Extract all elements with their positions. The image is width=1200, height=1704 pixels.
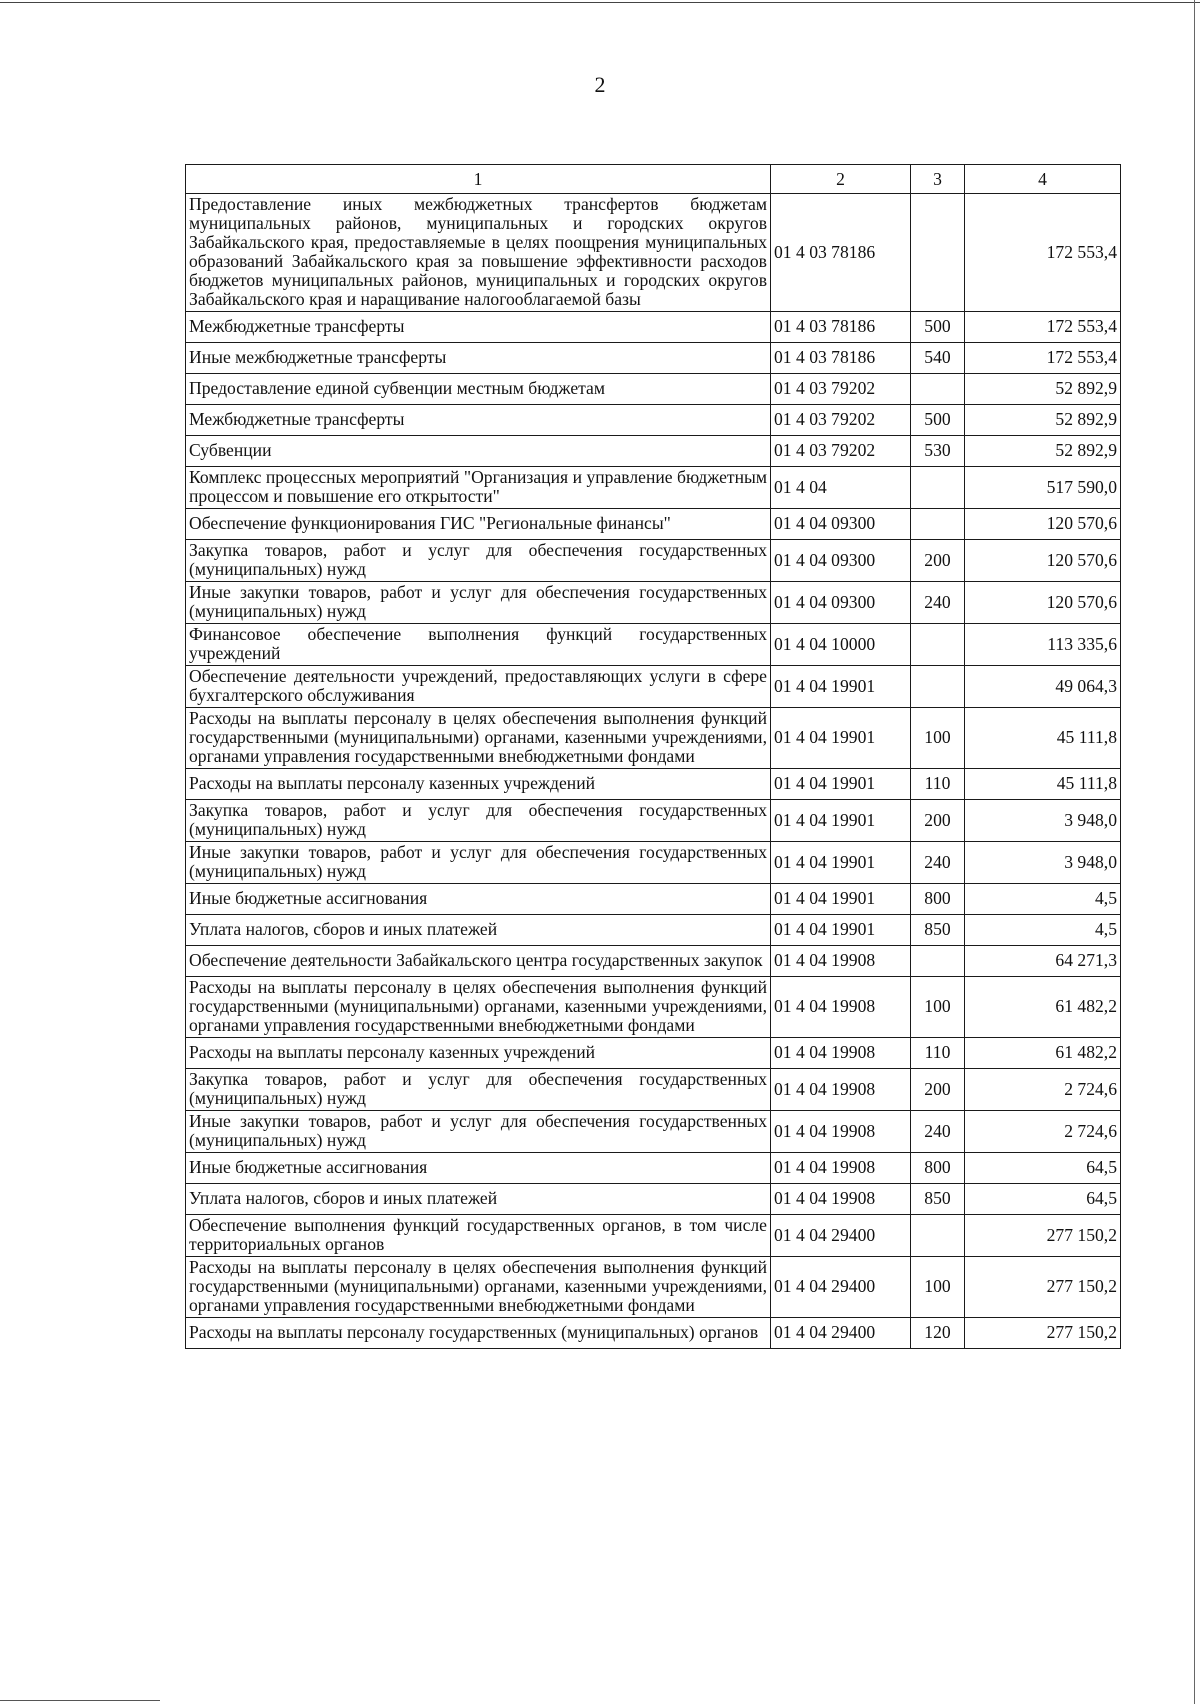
scan-border-right <box>1194 0 1195 1704</box>
row-type-cell: 100 <box>911 708 965 769</box>
row-name-cell: Предоставление единой субвенции местным бюджетам <box>186 374 771 405</box>
row-name-cell: Обеспечение функционирования ГИС "Региональные финансы" <box>186 509 771 540</box>
row-sum-cell: 64,5 <box>965 1184 1121 1215</box>
table-header-row <box>186 165 1121 194</box>
row-code-cell: 01 4 04 19908 <box>771 946 911 977</box>
table-row <box>186 467 1121 509</box>
table-row <box>186 884 1121 915</box>
row-name-cell: Иные закупки товаров, работ и услуг для обеспечения государственных (муниципальных) нужд <box>186 1111 771 1153</box>
row-type-cell: 240 <box>911 582 965 624</box>
table-row <box>186 582 1121 624</box>
row-type-cell: 800 <box>911 1153 965 1184</box>
row-code-cell: 01 4 04 19901 <box>771 666 911 708</box>
row-code-cell: 01 4 03 79202 <box>771 374 911 405</box>
row-sum-cell: 4,5 <box>965 915 1121 946</box>
row-type-cell: 850 <box>911 915 965 946</box>
row-type-cell: 540 <box>911 343 965 374</box>
row-type-cell: 100 <box>911 977 965 1038</box>
scan-border-top <box>0 2 1200 3</box>
table-body <box>186 194 1121 1349</box>
row-sum-cell: 4,5 <box>965 884 1121 915</box>
row-type-cell <box>911 666 965 708</box>
row-name-cell: Обеспечение деятельности Забайкальского центра государственных закупок <box>186 946 771 977</box>
row-type-cell <box>911 509 965 540</box>
row-sum-cell: 120 570,6 <box>965 509 1121 540</box>
row-sum-cell: 49 064,3 <box>965 666 1121 708</box>
table-row <box>186 624 1121 666</box>
row-sum-cell: 61 482,2 <box>965 1038 1121 1069</box>
row-name-cell: Финансовое обеспечение выполнения функций государственных учреждений <box>186 624 771 666</box>
row-code-cell: 01 4 04 19901 <box>771 915 911 946</box>
table-row <box>186 977 1121 1038</box>
row-type-cell: 800 <box>911 884 965 915</box>
table-row <box>186 708 1121 769</box>
table-row <box>186 1318 1121 1349</box>
row-code-cell: 01 4 04 29400 <box>771 1257 911 1318</box>
row-name-cell: Расходы на выплаты персоналу государственных (муниципальных) органов <box>186 1318 771 1349</box>
row-type-cell <box>911 467 965 509</box>
row-code-cell: 01 4 04 19901 <box>771 800 911 842</box>
row-name-cell: Межбюджетные трансферты <box>186 312 771 343</box>
table-row <box>186 1184 1121 1215</box>
row-code-cell: 01 4 03 78186 <box>771 194 911 312</box>
column-header-sum: 4 <box>965 165 1121 194</box>
row-sum-cell: 45 111,8 <box>965 769 1121 800</box>
row-code-cell: 01 4 04 19901 <box>771 708 911 769</box>
table-row <box>186 769 1121 800</box>
row-type-cell <box>911 624 965 666</box>
row-type-cell: 120 <box>911 1318 965 1349</box>
row-sum-cell: 277 150,2 <box>965 1257 1121 1318</box>
row-code-cell: 01 4 04 29400 <box>771 1215 911 1257</box>
row-name-cell: Закупка товаров, работ и услуг для обеспечения государственных (муниципальных) нужд <box>186 1069 771 1111</box>
row-name-cell: Предоставление иных межбюджетных трансфертов бюджетам муниципальных районов, муниципальных и городских округов Забайкальского края, предоставляемые в целях поощрения муниципальных образований Забайкальского края за повышение эффективности расходов бюджетов муниципальных районов, муниципальных и городских округов Забайкальского края и наращивание налогооблагаемой базы <box>186 194 771 312</box>
row-sum-cell: 120 570,6 <box>965 582 1121 624</box>
row-type-cell: 110 <box>911 769 965 800</box>
row-sum-cell: 172 553,4 <box>965 312 1121 343</box>
table-row <box>186 946 1121 977</box>
row-name-cell: Иные бюджетные ассигнования <box>186 1153 771 1184</box>
row-name-cell: Уплата налогов, сборов и иных платежей <box>186 1184 771 1215</box>
table-row <box>186 194 1121 312</box>
row-type-cell: 200 <box>911 800 965 842</box>
table-row <box>186 405 1121 436</box>
row-name-cell: Иные бюджетные ассигнования <box>186 884 771 915</box>
table-row <box>186 436 1121 467</box>
row-code-cell: 01 4 04 10000 <box>771 624 911 666</box>
row-name-cell: Субвенции <box>186 436 771 467</box>
table-row <box>186 842 1121 884</box>
column-header-type: 3 <box>911 165 965 194</box>
table-row <box>186 800 1121 842</box>
row-type-cell: 200 <box>911 1069 965 1111</box>
table-row <box>186 1038 1121 1069</box>
scan-border-bottom <box>0 1700 160 1701</box>
row-sum-cell: 45 111,8 <box>965 708 1121 769</box>
row-sum-cell: 2 724,6 <box>965 1069 1121 1111</box>
row-name-cell: Закупка товаров, работ и услуг для обеспечения государственных (муниципальных) нужд <box>186 540 771 582</box>
row-code-cell: 01 4 04 19908 <box>771 1111 911 1153</box>
column-header-code: 2 <box>771 165 911 194</box>
row-type-cell <box>911 946 965 977</box>
row-code-cell: 01 4 04 19901 <box>771 842 911 884</box>
row-sum-cell: 120 570,6 <box>965 540 1121 582</box>
row-sum-cell: 172 553,4 <box>965 194 1121 312</box>
row-sum-cell: 61 482,2 <box>965 977 1121 1038</box>
row-code-cell: 01 4 04 19901 <box>771 769 911 800</box>
row-code-cell: 01 4 04 19908 <box>771 1069 911 1111</box>
row-name-cell: Межбюджетные трансферты <box>186 405 771 436</box>
table-row <box>186 1257 1121 1318</box>
table-row <box>186 1111 1121 1153</box>
row-code-cell: 01 4 03 79202 <box>771 436 911 467</box>
row-name-cell: Закупка товаров, работ и услуг для обеспечения государственных (муниципальных) нужд <box>186 800 771 842</box>
row-type-cell: 200 <box>911 540 965 582</box>
row-sum-cell: 64 271,3 <box>965 946 1121 977</box>
row-code-cell: 01 4 04 29400 <box>771 1318 911 1349</box>
table-row <box>186 540 1121 582</box>
row-type-cell <box>911 194 965 312</box>
row-sum-cell: 517 590,0 <box>965 467 1121 509</box>
table-row <box>186 374 1121 405</box>
row-sum-cell: 52 892,9 <box>965 374 1121 405</box>
table-row <box>186 1153 1121 1184</box>
budget-table <box>185 164 1121 1349</box>
row-code-cell: 01 4 03 79202 <box>771 405 911 436</box>
row-sum-cell: 3 948,0 <box>965 800 1121 842</box>
row-code-cell: 01 4 04 19908 <box>771 977 911 1038</box>
table-row <box>186 666 1121 708</box>
row-name-cell: Расходы на выплаты персоналу казенных учреждений <box>186 769 771 800</box>
row-name-cell: Иные закупки товаров, работ и услуг для обеспечения государственных (муниципальных) нужд <box>186 582 771 624</box>
row-sum-cell: 3 948,0 <box>965 842 1121 884</box>
row-code-cell: 01 4 04 19901 <box>771 884 911 915</box>
row-code-cell: 01 4 04 19908 <box>771 1184 911 1215</box>
row-name-cell: Иные межбюджетные трансферты <box>186 343 771 374</box>
row-type-cell <box>911 374 965 405</box>
row-sum-cell: 64,5 <box>965 1153 1121 1184</box>
table-row <box>186 312 1121 343</box>
table-row <box>186 1069 1121 1111</box>
row-sum-cell: 52 892,9 <box>965 405 1121 436</box>
row-name-cell: Расходы на выплаты персоналу казенных учреждений <box>186 1038 771 1069</box>
table-row <box>186 915 1121 946</box>
row-name-cell: Уплата налогов, сборов и иных платежей <box>186 915 771 946</box>
row-name-cell: Обеспечение деятельности учреждений, предоставляющих услуги в сфере бухгалтерского обслуживания <box>186 666 771 708</box>
row-code-cell: 01 4 04 09300 <box>771 540 911 582</box>
column-header-name: 1 <box>186 165 771 194</box>
row-sum-cell: 113 335,6 <box>965 624 1121 666</box>
row-code-cell: 01 4 03 78186 <box>771 343 911 374</box>
table-row <box>186 509 1121 540</box>
row-name-cell: Обеспечение выполнения функций государственных органов, в том числе территориальных органов <box>186 1215 771 1257</box>
row-sum-cell: 52 892,9 <box>965 436 1121 467</box>
row-code-cell: 01 4 04 09300 <box>771 582 911 624</box>
row-type-cell: 530 <box>911 436 965 467</box>
row-sum-cell: 277 150,2 <box>965 1318 1121 1349</box>
row-code-cell: 01 4 04 19908 <box>771 1038 911 1069</box>
row-sum-cell: 172 553,4 <box>965 343 1121 374</box>
row-name-cell: Расходы на выплаты персоналу в целях обеспечения выполнения функций государственными (муниципальными) органами, казенными учреждениями, органами управления государственными внебюджетными фондами <box>186 977 771 1038</box>
row-sum-cell: 2 724,6 <box>965 1111 1121 1153</box>
row-type-cell: 850 <box>911 1184 965 1215</box>
row-type-cell: 500 <box>911 405 965 436</box>
table-row <box>186 343 1121 374</box>
row-code-cell: 01 4 04 19908 <box>771 1153 911 1184</box>
row-type-cell: 500 <box>911 312 965 343</box>
row-code-cell: 01 4 03 78186 <box>771 312 911 343</box>
row-code-cell: 01 4 04 09300 <box>771 509 911 540</box>
row-name-cell: Комплекс процессных мероприятий "Организация и управление бюджетным процессом и повышение его открытости" <box>186 467 771 509</box>
table-row <box>186 1215 1121 1257</box>
row-type-cell <box>911 1215 965 1257</box>
row-type-cell: 110 <box>911 1038 965 1069</box>
page-number: 2 <box>594 72 606 97</box>
row-name-cell: Иные закупки товаров, работ и услуг для обеспечения государственных (муниципальных) нужд <box>186 842 771 884</box>
row-type-cell: 240 <box>911 1111 965 1153</box>
row-code-cell: 01 4 04 <box>771 467 911 509</box>
row-sum-cell: 277 150,2 <box>965 1215 1121 1257</box>
row-name-cell: Расходы на выплаты персоналу в целях обеспечения выполнения функций государственными (муниципальными) органами, казенными учреждениями, органами управления государственными внебюджетными фондами <box>186 708 771 769</box>
row-name-cell: Расходы на выплаты персоналу в целях обеспечения выполнения функций государственными (муниципальными) органами, казенными учреждениями, органами управления государственными внебюджетными фондами <box>186 1257 771 1318</box>
row-type-cell: 100 <box>911 1257 965 1318</box>
row-type-cell: 240 <box>911 842 965 884</box>
